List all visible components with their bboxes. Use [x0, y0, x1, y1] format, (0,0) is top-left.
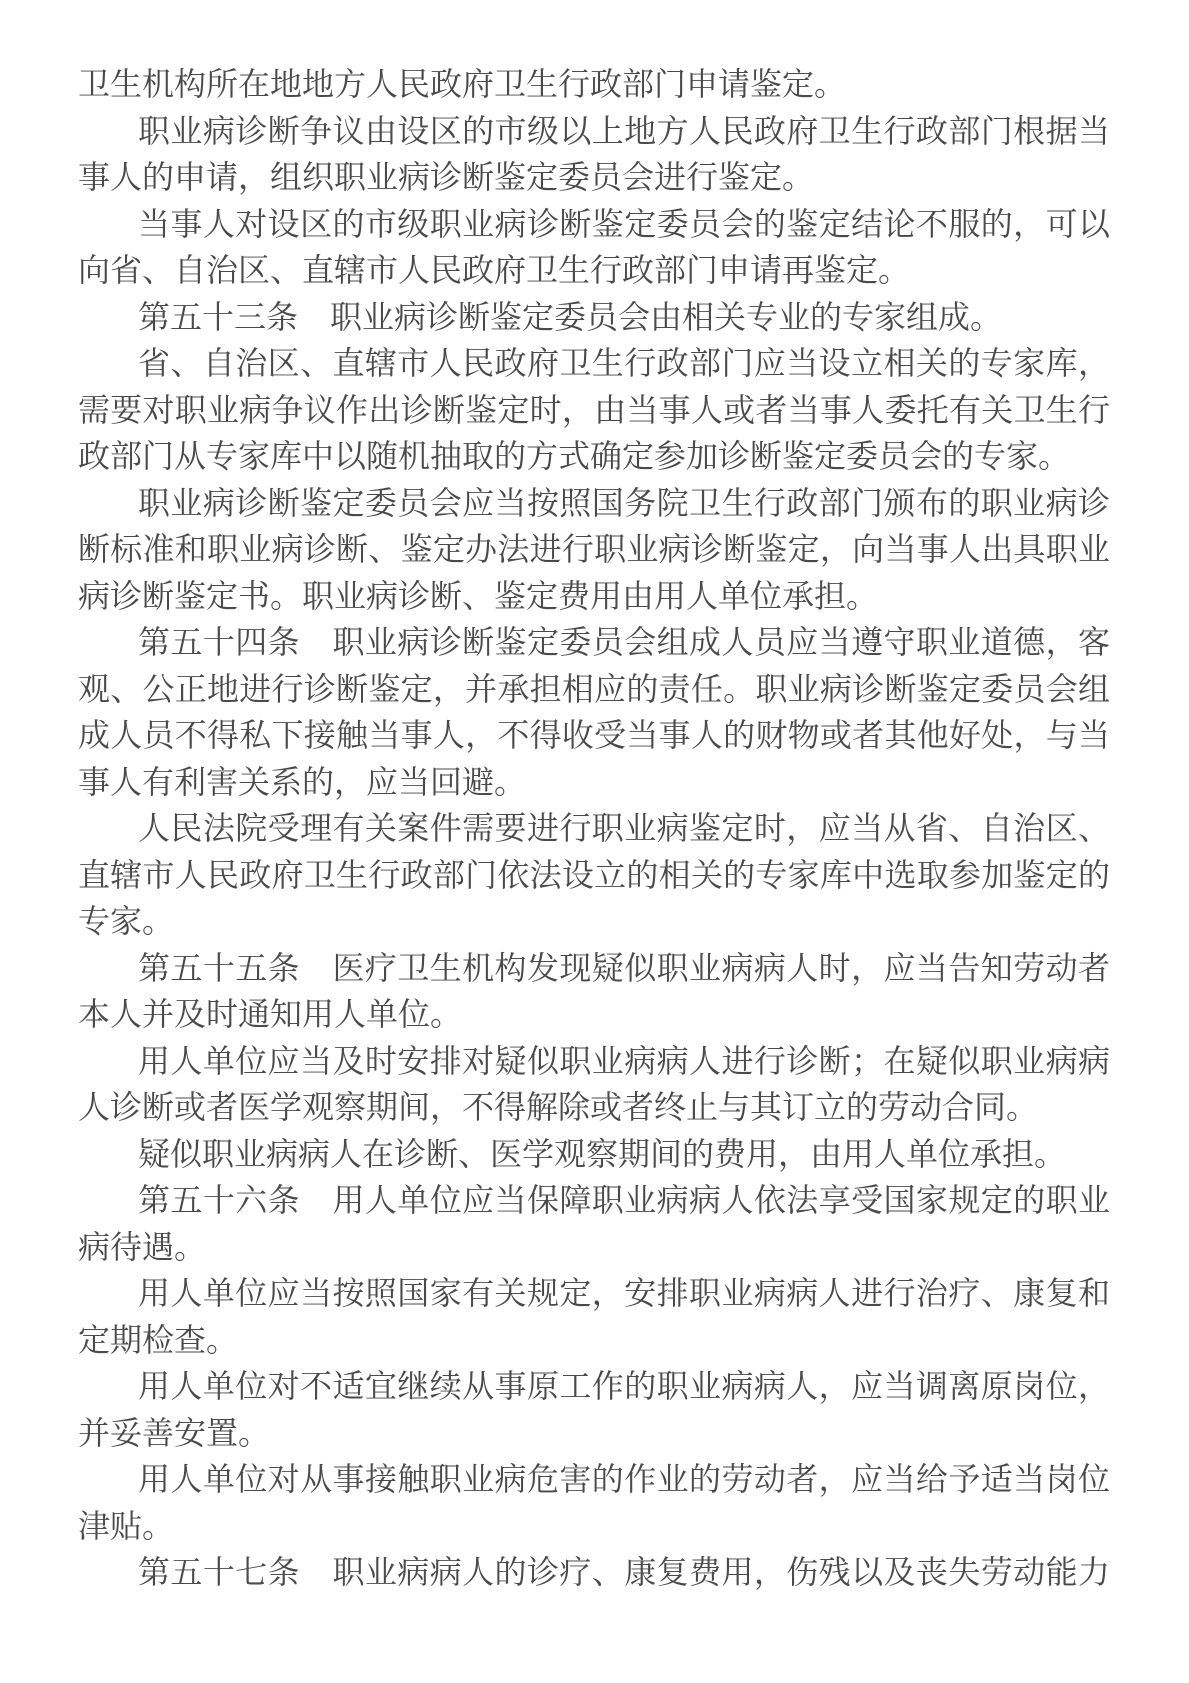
text-line: 当事人对设区的市级职业病诊断鉴定委员会的鉴定结论不服的，可以 [138, 205, 1110, 242]
text-line: 直辖市人民政府卫生行政部门依法设立的相关的专家库中选取参加鉴定的 [78, 856, 1110, 893]
text-line: 定期检查。 [78, 1321, 239, 1358]
text-line: 第五十四条 职业病诊断鉴定委员会组成人员应当遵守职业道德，客 [138, 624, 1110, 660]
text-line: 专家。 [78, 903, 175, 939]
text-line: 职业病诊断鉴定委员会应当按照国务院卫生行政部门颁布的职业病诊 [138, 484, 1110, 521]
text-line: 病待遇。 [78, 1228, 207, 1265]
text-line: 事人的申请，组织职业病诊断鉴定委员会进行鉴定。 [78, 159, 815, 195]
text-line: 本人并及时通知用人单位。 [78, 996, 463, 1032]
text-line: 并妥善安置。 [78, 1414, 271, 1451]
text-line: 病诊断鉴定书。职业病诊断、鉴定费用由用人单位承担。 [78, 577, 879, 614]
text-line: 断标准和职业病诊断、鉴定办法进行职业病诊断鉴定，向当事人出具职业 [78, 531, 1110, 567]
text-line: 用人单位对从事接触职业病危害的作业的劳动者，应当给予适当岗位 [138, 1461, 1110, 1497]
text-line: 用人单位应当按照国家有关规定，安排职业病病人进行治疗、康复和 [138, 1275, 1110, 1311]
text-line: 第五十五条 医疗卫生机构发现疑似职业病病人时，应当告知劳动者 [138, 949, 1110, 986]
text-line: 卫生机构所在地地方人民政府卫生行政部门申请鉴定。 [78, 66, 847, 102]
text-line: 用人单位应当及时安排对疑似职业病病人进行诊断；在疑似职业病病 [138, 1042, 1110, 1079]
text-line: 省、自治区、直辖市人民政府卫生行政部门应当设立相关的专家库， [138, 345, 1110, 381]
text-line: 观、公正地进行诊断鉴定，并承担相应的责任。职业病诊断鉴定委员会组 [78, 670, 1110, 707]
text-line: 需要对职业病争议作出诊断鉴定时，由当事人或者当事人委托有关卫生行 [78, 391, 1110, 428]
text-line: 政部门从专家库中以随机抽取的方式确定参加诊断鉴定委员会的专家。 [78, 438, 1071, 474]
text-line: 职业病诊断争议由设区的市级以上地方人民政府卫生行政部门根据当 [138, 112, 1110, 149]
text-line: 向省、自治区、直辖市人民政府卫生行政部门申请再鉴定。 [78, 252, 911, 288]
text-line: 津贴。 [78, 1507, 175, 1544]
text-line: 第五十七条 职业病病人的诊疗、康复费用，伤残以及丧失劳动能力 [138, 1554, 1110, 1590]
text-line: 用人单位对不适宜继续从事原工作的职业病病人，应当调离原岗位， [138, 1368, 1110, 1404]
text-line: 事人有利害关系的，应当回避。 [78, 763, 527, 800]
text-line: 人民法院受理有关案件需要进行职业病鉴定时，应当从省、自治区、 [138, 810, 1110, 846]
text-line: 人诊断或者医学观察期间，不得解除或者终止与其订立的劳动合同。 [78, 1089, 1039, 1125]
text-line: 第五十三条 职业病诊断鉴定委员会由相关专业的专家组成。 [138, 298, 1003, 335]
text-line: 成人员不得私下接触当事人，不得收受当事人的财物或者其他好处，与当 [78, 717, 1110, 753]
text-line: 第五十六条 用人单位应当保障职业病病人依法享受国家规定的职业 [138, 1182, 1110, 1218]
text-line: 疑似职业病病人在诊断、医学观察期间的费用，由用人单位承担。 [138, 1135, 1067, 1172]
